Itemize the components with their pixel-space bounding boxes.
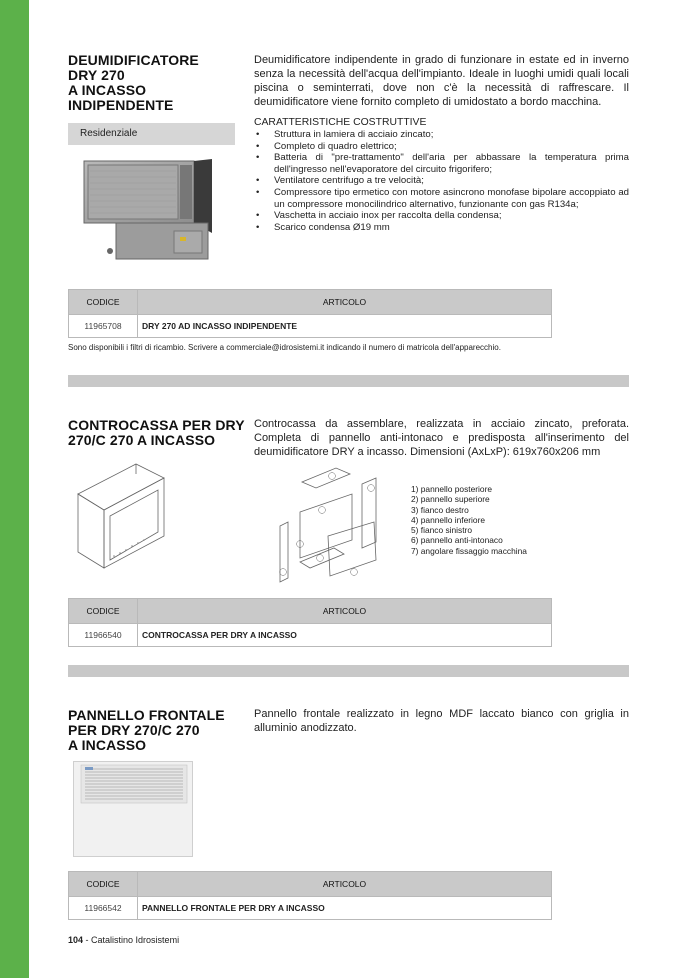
section-1-description: Deumidificatore indipendente in grado di funzionare in estate ed in inverno senza la necessità dell'acqua dell'impianto. Ideale in luoghi umidi quali locali piscina o seminterrati, dove non c'è la necessità di raffrescare. Il deumidificatore viene fornito completo di umidostato a bordo macchina. [254, 54, 629, 108]
article-name: CONTROCASSA PER DRY A INCASSO [138, 624, 552, 647]
code-header: CODICE [69, 599, 138, 624]
spare-filters-note: Sono disponibili i filtri di ricambio. Scrivere a commerciale@idrosistemi.it indicando il numero di matricola dell'apparecchio. [68, 343, 501, 352]
section-divider [68, 375, 629, 387]
feature-item: • Completo di quadro elettrico; [254, 141, 629, 153]
part-item: 3) fianco destro [411, 504, 469, 515]
front-panel-image [73, 761, 193, 857]
article-name: DRY 270 AD INCASSO INDIPENDENTE [138, 315, 552, 338]
feature-item: • Vaschetta in acciaio inox per raccolta della condensa; [254, 210, 629, 222]
feature-item: • Ventilatore centrifugo a tre velocità; [254, 175, 629, 187]
article-code: 11966540 [69, 624, 138, 647]
feature-item: • Batteria di "pre-trattamento" dell'aria per abbassare la temperatura prima dell'ingresso nell'evaporatore del circuito frigorifero; [254, 152, 629, 175]
title-line: CONTROCASSA PER DRY [68, 417, 245, 433]
catalog-name: Catalistino Idrosistemi [91, 935, 180, 945]
article-code: 11965708 [69, 315, 138, 338]
page-number: 104 [68, 935, 84, 945]
part-item: 7) angolare fissaggio macchina [411, 545, 527, 556]
footer-separator: - [83, 935, 92, 945]
section-divider [68, 665, 629, 677]
part-item: 1) pannello posteriore [411, 484, 493, 494]
title-line: INDIPENDENTE [68, 97, 174, 113]
features-title: CARATTERISTICHE COSTRUTTIVE [254, 117, 427, 128]
feature-item: • Struttura in lamiera di acciaio zincato; [254, 129, 629, 141]
category-tag: Residenziale [68, 123, 235, 145]
section-2-description: Controcassa da assemblare, realizzata in acciaio zincato, preforata. Completa di pannello anti-intonaco e predisposta all'inserimento del deumidificatore DRY a incasso. Dimensioni (AxLxP): 619x760x206 mm [254, 418, 629, 458]
article-header: ARTICOLO [138, 872, 552, 897]
title-line: DRY 270 [68, 67, 125, 83]
article-header: ARTICOLO [138, 290, 552, 315]
table-row [69, 315, 552, 338]
counterbox-drawing [74, 460, 168, 572]
title-line: DEUMIDIFICATORE [68, 52, 199, 68]
parts-list [411, 484, 527, 556]
section-1-title [68, 53, 248, 113]
article-table-1 [68, 289, 552, 338]
green-side-bar [0, 0, 29, 978]
title-line: PER DRY 270/C 270 [68, 722, 200, 738]
article-table-2 [68, 598, 552, 647]
title-line: A INCASSO [68, 82, 147, 98]
exploded-view-drawing [270, 466, 384, 584]
article-table-3 [68, 871, 552, 920]
part-item: 5) fianco sinistro [411, 525, 472, 536]
part-item: 4) pannello inferiore [411, 514, 486, 525]
section-3-title [68, 708, 248, 753]
features-list [254, 129, 629, 233]
article-header: ARTICOLO [138, 599, 552, 624]
page-footer [68, 935, 179, 945]
article-code: 11966542 [69, 897, 138, 920]
table-row [69, 624, 552, 647]
title-line: 270/C 270 A INCASSO [68, 432, 216, 448]
table-row [69, 897, 552, 920]
section-2-title [68, 418, 248, 448]
feature-item: • Compressore tipo ermetico con motore asincrono monofase bipolare accoppiato ad un compressore monocilindrico alternativo, funzionante con gas R134a; [254, 187, 629, 210]
code-header: CODICE [69, 872, 138, 897]
title-line: PANNELLO FRONTALE [68, 707, 225, 723]
section-3-description: Pannello frontale realizzato in legno MDF laccato bianco con griglia in alluminio anodizzato. [254, 708, 629, 734]
article-name: PANNELLO FRONTALE PER DRY A INCASSO [138, 897, 552, 920]
dehumidifier-image [82, 159, 216, 261]
title-line: A INCASSO [68, 737, 147, 753]
part-item: 2) pannello superiore [411, 494, 490, 505]
code-header: CODICE [69, 290, 138, 315]
feature-item: • Scarico condensa Ø19 mm [254, 222, 629, 234]
part-item: 6) pannello anti-intonaco [411, 535, 503, 546]
